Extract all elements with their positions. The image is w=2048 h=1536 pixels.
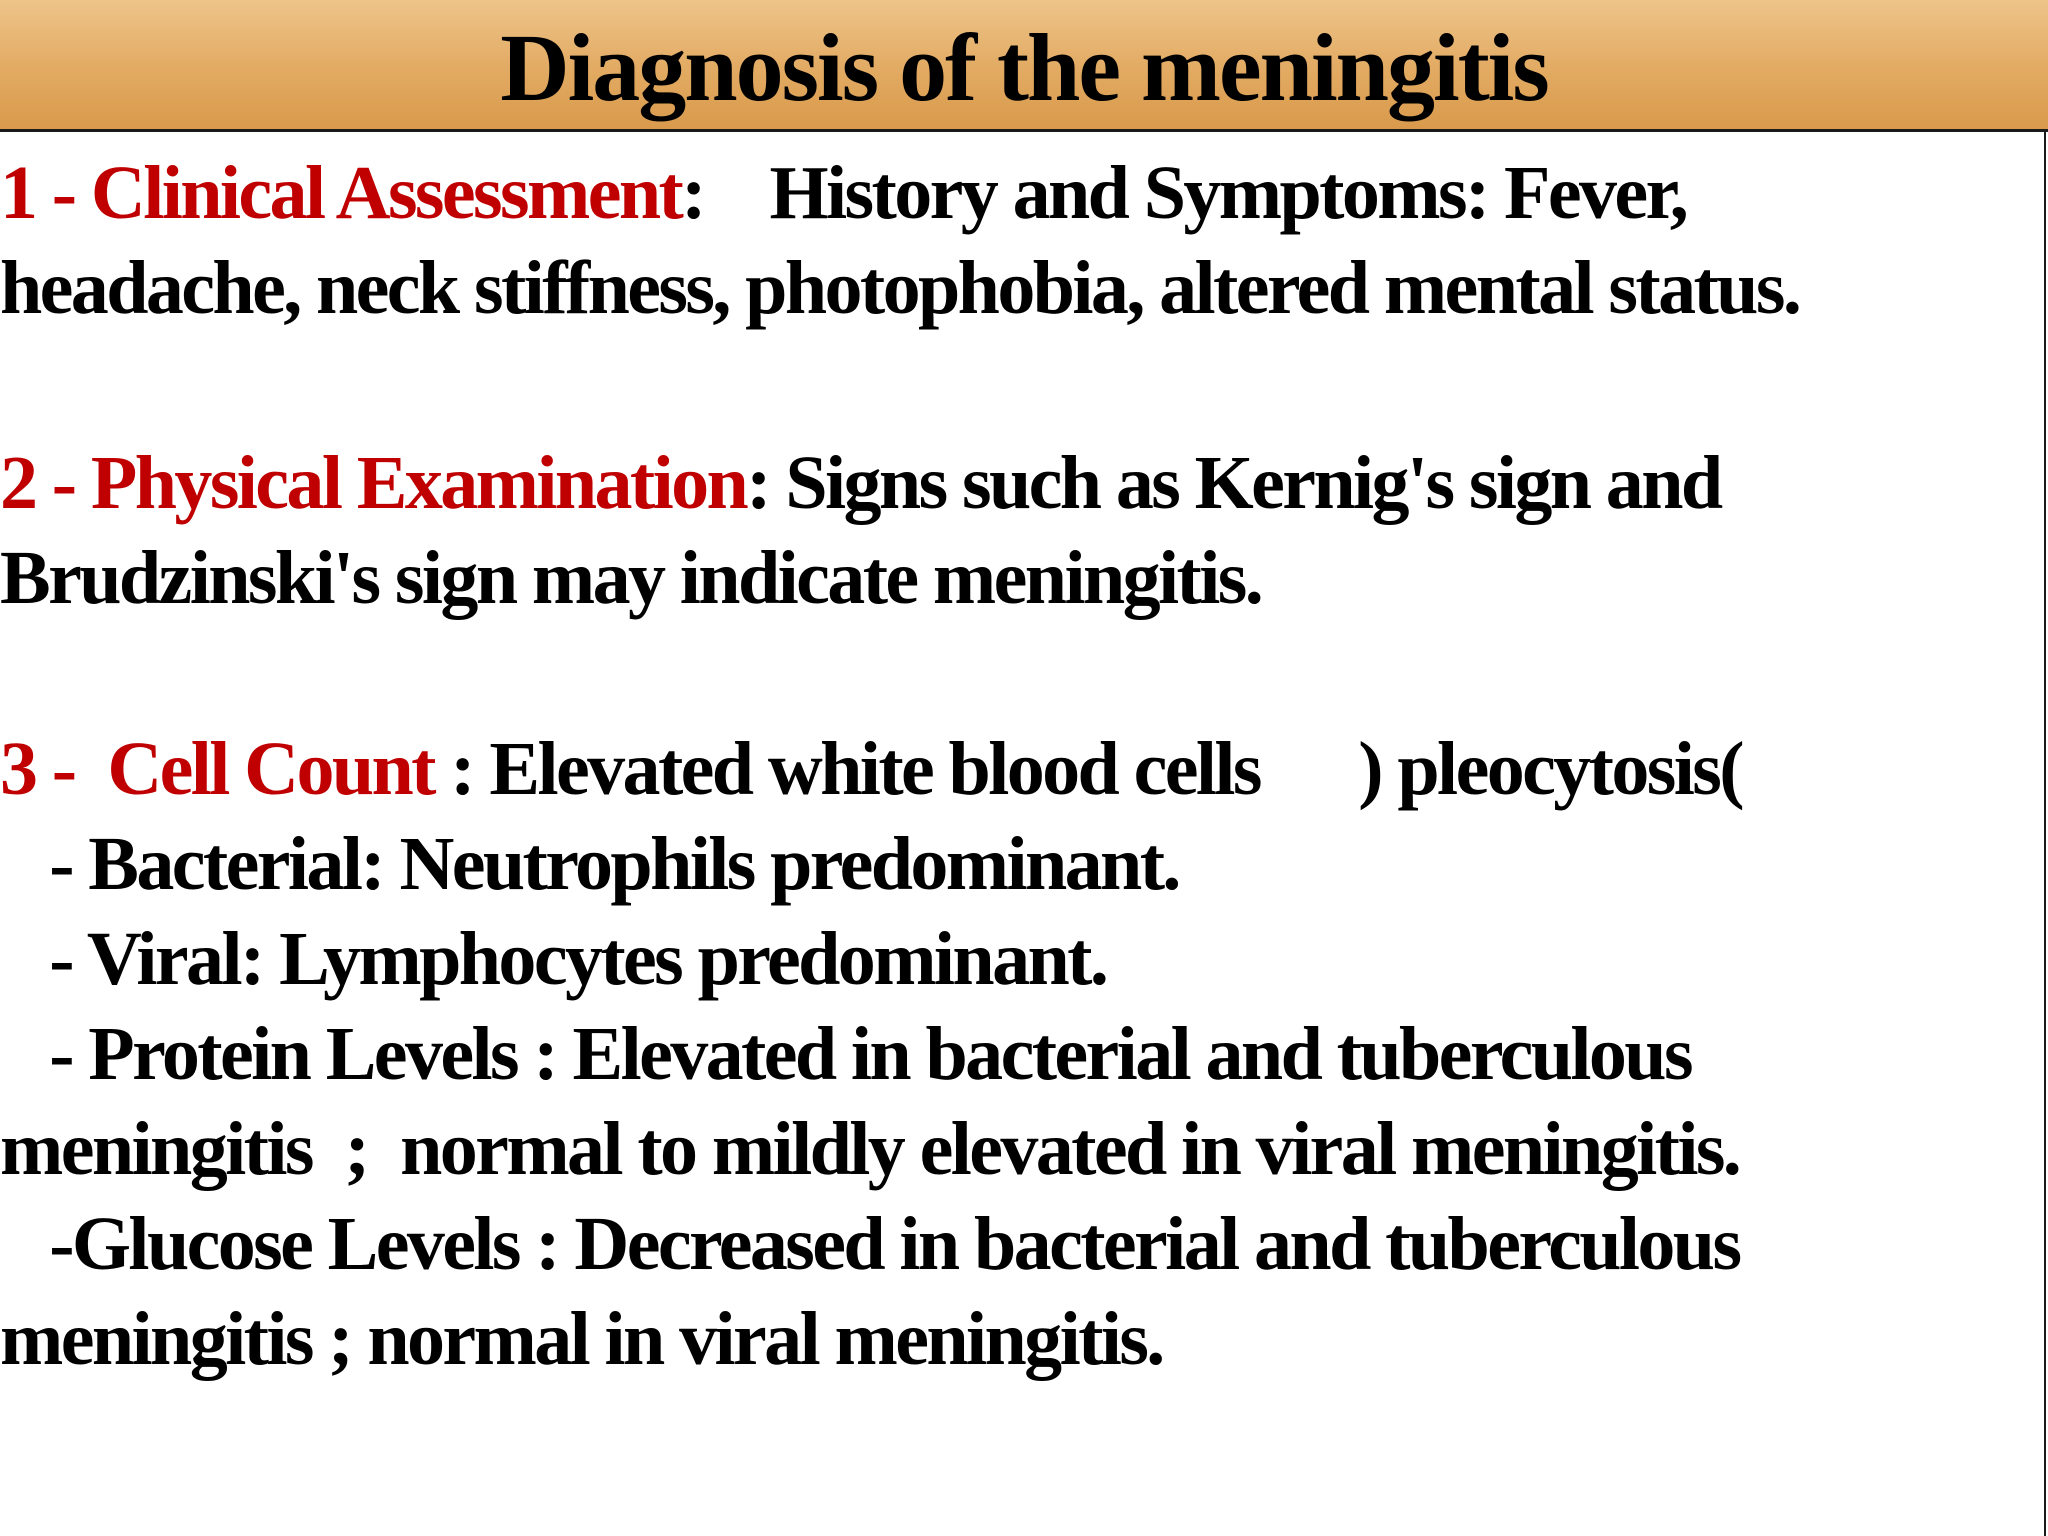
item-3-sub-line: - Viral: Lymphocytes predominant. [0, 917, 1107, 1001]
item-3-sub-line: meningitis ; normal to mildly elevated in viral meningitis. [0, 1107, 1740, 1191]
item-3-line-1 [0, 724, 1742, 814]
slide-title: Diagnosis of the meningitis [500, 14, 1548, 121]
item-2-line-1 [0, 438, 1721, 528]
item-1-text: : History and Symptoms: Fever, [681, 151, 1687, 235]
item-1-line-1 [0, 148, 1686, 238]
item-3-sub-line: - Bacterial: Neutrophils predominant. [0, 822, 1179, 906]
item-3-number: 3 - [0, 727, 108, 811]
item-3-sub-line: meningitis ; normal in viral meningitis. [0, 1297, 1163, 1381]
item-2-heading: Physical Examination [90, 441, 747, 525]
item-1-number: 1 - [0, 151, 91, 235]
item-3-heading: Cell Count [107, 727, 451, 811]
item-2-line-2: Brudzinski's sign may indicate meningitis. [0, 536, 1262, 620]
item-1-heading: Clinical Assessment [90, 151, 682, 235]
item-2-text: : Signs such as Kernig's sign and [746, 441, 1721, 525]
item-1-line-2: headache, neck stiffness, photophobia, altered mental status. [0, 246, 1800, 330]
item-3-sub-line: - Protein Levels : Elevated in bacterial and tuberculous [0, 1012, 1691, 1096]
item-2-number: 2 - [0, 441, 91, 525]
title-bar [0, 0, 2048, 132]
item-3-sub-line: -Glucose Levels : Decreased in bacterial and tuberculous [0, 1202, 1740, 1286]
item-3-text: : Elevated white blood cells ) pleocytosis( [450, 727, 1742, 811]
